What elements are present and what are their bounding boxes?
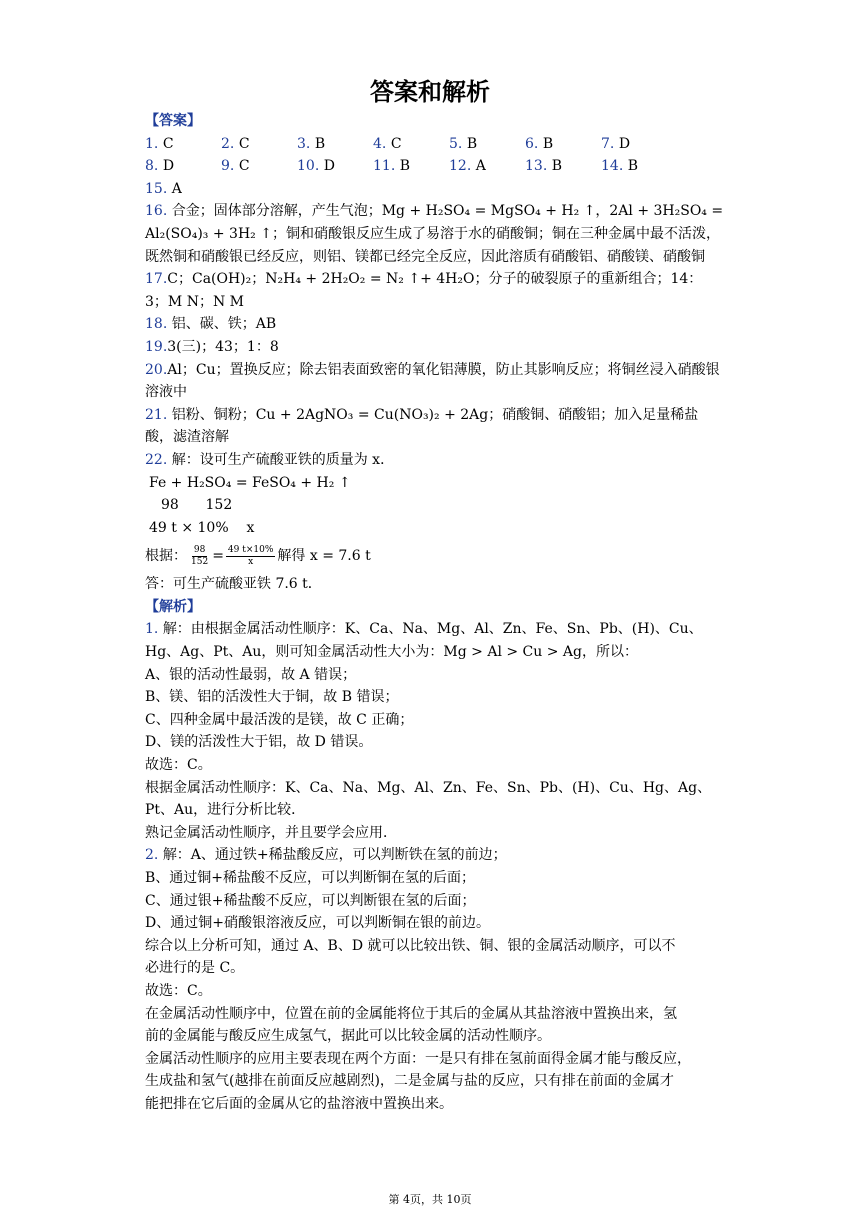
ratio-result: 解得 x = 7.6 t: [277, 547, 371, 564]
answer-text: 3(三)；43；1：8: [167, 338, 279, 355]
answer-item: [449, 133, 525, 156]
answer-choice: D: [162, 158, 175, 175]
fraction-numerator: 98: [193, 544, 206, 555]
analysis-line: [145, 777, 725, 800]
analysis-text: 生成盐和氢气(越排在前面反应越剧烈)，二是金属与盐的反应，只有排在前面的金属才: [145, 1073, 674, 1090]
ratio-equation: [145, 539, 725, 573]
analysis-text: 前的金属能与酸反应生成氢气，据此可以比较金属的活动性顺序。: [145, 1028, 551, 1045]
analysis-line: [145, 1048, 725, 1071]
answer-item: [221, 155, 297, 178]
answer-item: [145, 133, 221, 156]
fraction-denominator: 152: [191, 556, 209, 567]
answer-item: [373, 133, 449, 156]
answer-choice: D: [323, 158, 335, 175]
answer-text: C；Ca(OH)₂；N₂H₄ + 2H₂O₂ = N₂ ↑+ 4H₂O；分子的破裂原子的重新组合；14：3；M N；N M: [145, 271, 703, 310]
molar-masses: 98 152: [161, 497, 233, 514]
equals-sign: =: [212, 547, 224, 564]
analysis-text: C、通过银+稀盐酸不反应，可以判断银在氢的后面；: [145, 892, 476, 909]
answer-choice: C: [162, 135, 174, 152]
analysis-line: [145, 686, 725, 709]
question-number: 11.: [373, 158, 396, 175]
answer-choice: A: [171, 180, 182, 197]
analysis-line: [145, 867, 725, 890]
answer-item: [221, 133, 297, 156]
question-number: 14.: [601, 158, 624, 175]
question-number: 15.: [145, 180, 168, 197]
answer-item: [145, 155, 221, 178]
analysis-line: [145, 618, 725, 641]
fraction-98-152: [189, 545, 210, 568]
analysis-text: 综合以上分析可知，通过 A、B、D 就可以比较出铁、铜、银的金属活动顺序，可以不: [145, 937, 676, 954]
analysis-line: [145, 912, 725, 935]
analysis-line: [145, 709, 725, 732]
analysis-text: 解：由根据金属活动性顺序：K、Ca、Na、Mg、Al、Zn、Fe、Sn、Pb、(H)、Cu、: [162, 621, 703, 638]
question-number: 5.: [449, 135, 463, 152]
answer-choice: B: [627, 158, 639, 175]
analysis-text: 能把排在它后面的金属从它的盐溶液中置换出来。: [145, 1095, 453, 1112]
question-number: 2.: [145, 847, 159, 864]
answer-22: [145, 449, 725, 596]
analysis-text: 根据金属活动性顺序：K、Ca、Na、Mg、Al、Zn、Fe、Sn、Pb、(H)、Cu、Hg、Ag、: [145, 779, 712, 796]
analysis-text: D、镁的活泼性大于铝，故 D 错误。: [145, 734, 373, 751]
answer-item: [601, 133, 677, 156]
fraction-denominator: x: [248, 556, 254, 567]
answer-item: [297, 133, 373, 156]
analysis-1: [145, 618, 725, 844]
analysis-text: 解：A、通过铁+稀盐酸反应，可以判断铁在氢的前边；: [162, 847, 507, 864]
answer-item: [525, 133, 601, 156]
analysis-line: [145, 1093, 725, 1116]
question-number: 1.: [145, 621, 159, 638]
analysis-text: 故选：C。: [145, 982, 212, 999]
question-number: 19.: [145, 338, 168, 355]
question-number: 2.: [221, 135, 235, 152]
analysis-line: [145, 957, 725, 980]
answer-16: [145, 200, 725, 268]
answer-row: [145, 133, 725, 156]
analysis-line: [145, 822, 725, 845]
question-number: 4.: [373, 135, 387, 152]
analysis-line: [145, 1025, 725, 1048]
answer-choice: A: [475, 158, 486, 175]
question-number: 21.: [145, 406, 168, 423]
answer-choice: B: [399, 158, 411, 175]
answer-row: [145, 155, 725, 178]
answer-text: 铝、碳、铁；AB: [171, 316, 277, 333]
content-body: [145, 110, 725, 1116]
given-quantities: 49 t × 10% x: [149, 519, 255, 536]
analysis-text: Hg、Ag、Pt、Au，则可知金属活动性大小为：Mg > Al > Cu > Ag，所以：: [145, 644, 638, 661]
analysis-line: [145, 641, 725, 664]
analysis-text: 故选：C。: [145, 757, 212, 774]
analysis-text: D、通过铜+硝酸银溶液反应，可以判断铜在银的前边。: [145, 915, 490, 932]
answer-choice: C: [238, 158, 250, 175]
answer-choice: B: [551, 158, 563, 175]
question-number: 7.: [601, 135, 615, 152]
answer-section-header: 【答案】: [145, 113, 201, 129]
page-title: 答案和解析: [370, 78, 490, 106]
question-number: 9.: [221, 158, 235, 175]
answer-row: [145, 178, 725, 201]
answer-item: [449, 155, 525, 178]
answer-item: [145, 178, 221, 201]
answer-text: 合金；固体部分溶解，产生气泡；Mg + H₂SO₄ = MgSO₄ + H₂ ↑，2Al + 3H₂SO₄ = Al₂(SO₄)₃ + 3H₂ ↑；铜和硝酸银反应生成了易溶于水的硝酸铜；铜在三种金属中最不活泼，既然铜和硝酸银已经反应，则铝、镁都已经完全反应，因此溶质有硝酸铝、硝酸镁、硝酸铜: [145, 203, 724, 265]
answer-item: [373, 155, 449, 178]
answer-item: [525, 155, 601, 178]
answer-21: [145, 404, 725, 449]
answer-text: Al；Cu；置换反应；除去铝表面致密的氧化铝薄膜，防止其影响反应；将铜丝浸入硝酸银溶液中: [145, 361, 720, 401]
answer-choice: C: [238, 135, 250, 152]
question-number: 22.: [145, 451, 168, 468]
solution-intro: 解：设可生产硫酸亚铁的质量为 x．: [171, 451, 395, 468]
answer-choice: D: [618, 135, 631, 152]
answer-text: 铝粉、铜粉；Cu + 2AgNO₃ = Cu(NO₃)₂ + 2Ag；硝酸铜、硝酸铝；加入足量稀盐酸，滤渣溶解: [145, 406, 699, 446]
analysis-text: 在金属活动性顺序中，位置在前的金属能将位于其后的金属从其盐溶液中置换出来，氢: [145, 1005, 677, 1022]
analysis-line: [145, 1003, 725, 1026]
analysis-line: [145, 731, 725, 754]
analysis-section-header: 【解析】: [145, 598, 201, 615]
answer-choice: B: [466, 135, 478, 152]
chemical-equation: Fe + H₂SO₄ = FeSO₄ + H₂ ↑: [149, 474, 351, 491]
analysis-text: C、四种金属中最活泼的是镁，故 C 正确；: [145, 711, 414, 728]
final-answer: 答：可生产硫酸亚铁 7.6 t．: [145, 576, 322, 593]
analysis-line: [145, 1070, 725, 1093]
answer-19: [145, 336, 725, 359]
fraction-given-x: [226, 545, 275, 568]
answer-item: [601, 155, 677, 178]
question-number: 10.: [297, 158, 320, 175]
question-number: 16.: [145, 203, 168, 220]
analysis-text: 金属活动性顺序的应用主要表现在两个方面：一是只有排在氢前面得金属才能与酸反应，: [145, 1050, 691, 1067]
analysis-2: [145, 844, 725, 1115]
analysis-text: Pt、Au，进行分析比较．: [145, 802, 306, 819]
analysis-text: 必进行的是 C。: [145, 960, 245, 977]
page-footer: 第 4页，共 10页: [388, 1193, 472, 1206]
answer-item: [297, 155, 373, 178]
answer-choice: B: [314, 135, 326, 152]
question-number: 12.: [449, 158, 472, 175]
analysis-text: B、通过铜+稀盐酸不反应，可以判断铜在氢的后面；: [145, 870, 476, 886]
question-number: 13.: [525, 158, 548, 175]
answer-choice: C: [390, 135, 402, 152]
answer-grid: [145, 133, 725, 201]
analysis-text: B、镁、铝的活泼性大于铜，故 B 错误；: [145, 689, 399, 706]
analysis-line: [145, 980, 725, 1003]
question-number: 8.: [145, 158, 159, 175]
question-number: 3.: [297, 135, 311, 152]
analysis-line: [145, 890, 725, 913]
ratio-prefix: 根据：: [145, 547, 187, 564]
analysis-line: [145, 664, 725, 687]
answer-18: [145, 313, 725, 336]
question-number: 18.: [145, 316, 168, 333]
question-number: 17.: [145, 271, 168, 288]
answer-17: [145, 268, 725, 313]
analysis-text: 熟记金属活动性顺序，并且要学会应用．: [145, 824, 397, 841]
analysis-line: [145, 844, 725, 867]
fraction-numerator: 49 t×10%: [227, 544, 274, 555]
analysis-line: [145, 935, 725, 958]
answer-20: [145, 359, 725, 404]
analysis-text: A、银的活动性最弱，故 A 错误；: [145, 666, 357, 683]
question-number: 6.: [525, 135, 539, 152]
question-number: 20.: [145, 361, 168, 378]
answer-choice: B: [542, 135, 554, 152]
question-number: 1.: [145, 135, 159, 152]
analysis-line: [145, 754, 725, 777]
analysis-line: [145, 799, 725, 822]
